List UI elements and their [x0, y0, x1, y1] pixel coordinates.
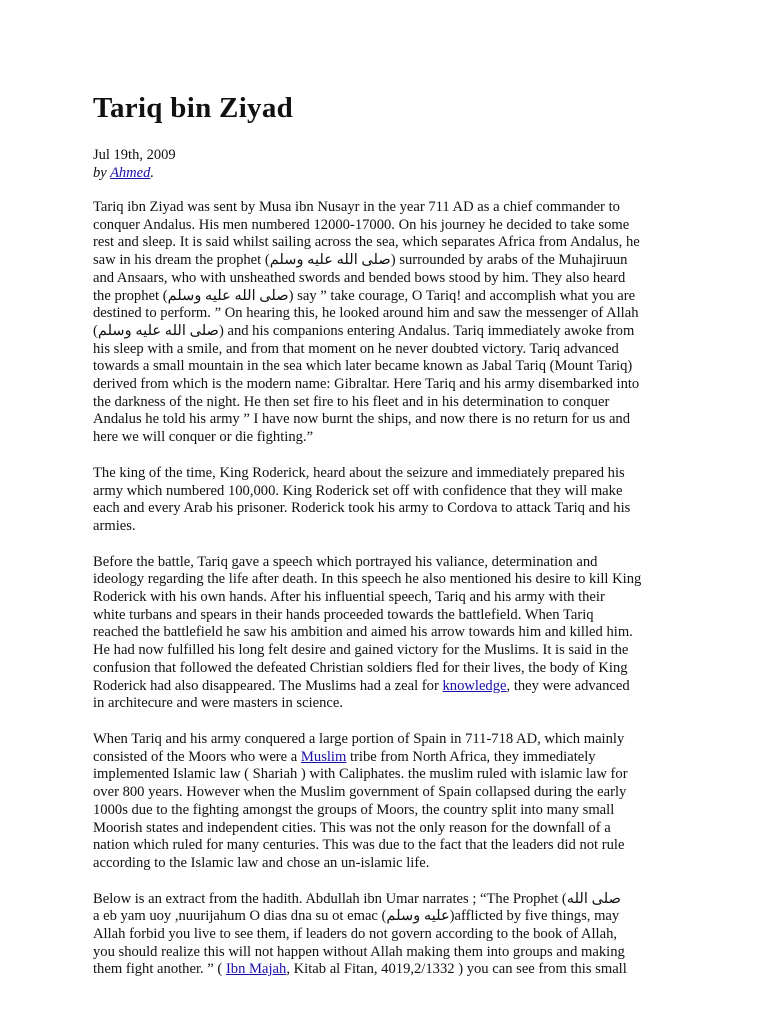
text-segment: conquer Andalus. His men numbered 12000-17000. On his journey he decided to take some	[93, 216, 630, 233]
text-line	[93, 802, 673, 820]
paragraph	[93, 554, 673, 713]
text-segment: Andalus he told his army ” I have now burnt the ships, and now there is no return for us and	[93, 411, 631, 428]
text-line	[93, 358, 673, 376]
text-line	[93, 518, 673, 536]
text-line	[93, 341, 673, 359]
text-line	[93, 926, 673, 944]
text-segment: his sleep with a smile, and from that moment on he never doubted victory. Tariq advanced	[93, 340, 619, 357]
article-body	[93, 199, 673, 997]
text-line	[93, 944, 673, 962]
text-segment: tribe from North Africa, they immediately	[346, 748, 596, 765]
text-segment: implemented Islamic law ( Shariah ) with Caliphates. the muslim ruled with islamic law for	[93, 766, 628, 783]
text-segment: confusion that followed the defeated Christian soldiers fled for their lives, the body of King	[93, 659, 628, 676]
text-segment: destined to perform. ” On hearing this, he looked around him and saw the messenger of Allah	[93, 305, 639, 322]
text-line	[93, 323, 673, 341]
text-segment: (صلى الله عليه وسلم) and his companions entering Andalus. Tariq immediately awoke from	[93, 322, 635, 339]
text-segment: nation which ruled for many centuries. This was due to the fact that the leaders did not rule	[93, 837, 625, 854]
text-line	[93, 678, 673, 696]
text-segment: the prophet (صلى الله عليه وسلم) say ” take courage, O Tariq! and accomplish what you are	[93, 287, 636, 304]
paragraph	[93, 891, 673, 980]
inline-link[interactable]: Muslim	[300, 748, 347, 765]
paragraph	[93, 465, 673, 536]
text-segment: army which numbered 100,000. King Roderick set off with confidence that they will make	[93, 482, 623, 499]
text-segment: Roderick had also disappeared. The Muslims had a zeal for	[93, 677, 443, 694]
text-line	[93, 234, 673, 252]
text-line	[93, 731, 673, 749]
text-segment: you should realize this will not happen without Allah making them into groups and making	[93, 943, 625, 960]
text-line	[93, 749, 673, 767]
text-line	[93, 660, 673, 678]
text-segment: according to the Islamic law and chose an un-islamic life.	[93, 854, 430, 871]
byline-prefix: by	[93, 164, 111, 181]
text-line	[93, 199, 673, 217]
text-segment: saw in his dream the prophet (صلى الله عليه وسلم) surrounded by arabs of the Muhajiruun	[93, 252, 628, 269]
text-line	[93, 252, 673, 270]
text-line	[93, 411, 673, 429]
text-line	[93, 429, 673, 447]
text-segment: The king of the time, King Roderick, heard about the seizure and immediately prepared his	[93, 464, 625, 481]
text-segment: Allah forbid you live to see them, if leaders do not govern according to the book of Allah,	[93, 926, 618, 943]
text-segment: Before the battle, Tariq gave a speech which portrayed his valiance, determination and	[93, 553, 598, 570]
text-segment: When Tariq and his army conquered a large portion of Spain in 711-718 AD, which mainly	[93, 730, 625, 747]
text-segment: white turbans and spears in their hands proceeded towards the battlefield. When Tariq	[93, 606, 594, 623]
inline-link[interactable]: knowledge	[442, 677, 507, 694]
text-line	[93, 820, 673, 838]
text-line	[93, 500, 673, 518]
text-line	[93, 305, 673, 323]
text-segment: armies.	[93, 517, 136, 534]
text-segment: over 800 years. However when the Muslim government of Spain collapsed during the early	[93, 784, 627, 801]
author-link[interactable]: Ahmed	[110, 164, 151, 181]
text-segment: Below is an extract from the hadith. Abdullah ibn Umar narrates ; “The Prophet (صلى الله	[93, 890, 621, 907]
text-segment: 1000s due to the fighting amongst the groups of Moors, the country split into many small	[93, 801, 615, 818]
text-segment: towards a small mountain in the sea which later became known as Jabal Tariq (Mount Tariq)	[93, 358, 633, 375]
text-segment: them fight another. ” (	[93, 961, 226, 978]
text-line	[93, 589, 673, 607]
text-line	[93, 855, 673, 873]
text-line	[93, 642, 673, 660]
text-line	[93, 607, 673, 625]
byline-suffix: .	[150, 164, 154, 181]
text-line	[93, 891, 673, 909]
byline	[93, 165, 176, 183]
text-segment: and Ansaars, who with unsheathed swords and bended bows stood by him. They also heard	[93, 269, 626, 286]
page-title: Tariq bin Ziyad	[93, 92, 294, 124]
text-line	[93, 394, 673, 412]
article-meta	[93, 147, 176, 182]
text-segment: derived from which is the modern name: Gibraltar. Here Tariq and his army disembarked into	[93, 376, 640, 393]
text-line	[93, 908, 673, 926]
text-line	[93, 837, 673, 855]
text-line	[93, 554, 673, 572]
text-segment: in architecure and were masters in science.	[93, 695, 343, 712]
text-line	[93, 624, 673, 642]
text-segment: ideology regarding the life after death. In this speech he also mentioned his desire to kill King	[93, 571, 642, 588]
text-line	[93, 376, 673, 394]
text-segment: the darkness of the night. He then set fire to his fleet and in his determination to conquer	[93, 393, 610, 410]
text-segment: , they were advanced	[506, 677, 630, 694]
text-line	[93, 571, 673, 589]
text-line	[93, 217, 673, 235]
text-segment: rest and sleep. It is said whilst sailing across the sea, which separates Africa from Andalus, he	[93, 234, 640, 251]
text-segment: each and every Arab his prisoner. Roderick took his army to Cordova to attack Tariq and his	[93, 500, 631, 517]
text-segment: Tariq ibn Ziyad was sent by Musa ibn Nusayr in the year 711 AD as a chief commander to	[93, 199, 620, 215]
text-segment: Roderick with his own hands. After his influential speech, Tariq and his army with their	[93, 589, 605, 606]
text-line	[93, 766, 673, 784]
post-date: Jul 19th, 2009	[93, 147, 176, 163]
text-segment: Moorish states and independent cities. This was not the only reason for the downfall of a	[93, 819, 611, 836]
text-segment: , Kitab al Fitan, 4019,2/1332 ) you can see from this small	[286, 961, 627, 978]
text-line	[93, 784, 673, 802]
paragraph	[93, 731, 673, 873]
text-segment: reached the battlefield he saw his ambition and aimed his arrow towards him and killed him.	[93, 624, 633, 641]
text-segment: here we will conquer or die fighting.”	[93, 429, 314, 446]
text-line	[93, 483, 673, 501]
text-line	[93, 961, 673, 979]
text-line	[93, 288, 673, 306]
text-segment: a eb yam uoy ,nuurijahum O dias dna su ot emac (عليه وسلم)afflicted by five things, may	[93, 908, 620, 925]
text-line	[93, 695, 673, 713]
inline-link[interactable]: Ibn Majah	[225, 961, 287, 978]
paragraph	[93, 199, 673, 447]
text-line	[93, 465, 673, 483]
text-segment: consisted of the Moors who were a	[93, 748, 301, 765]
text-segment: He had now fulfilled his long felt desire and gained victory for the Muslims. It is said in the	[93, 642, 629, 659]
text-line	[93, 270, 673, 288]
